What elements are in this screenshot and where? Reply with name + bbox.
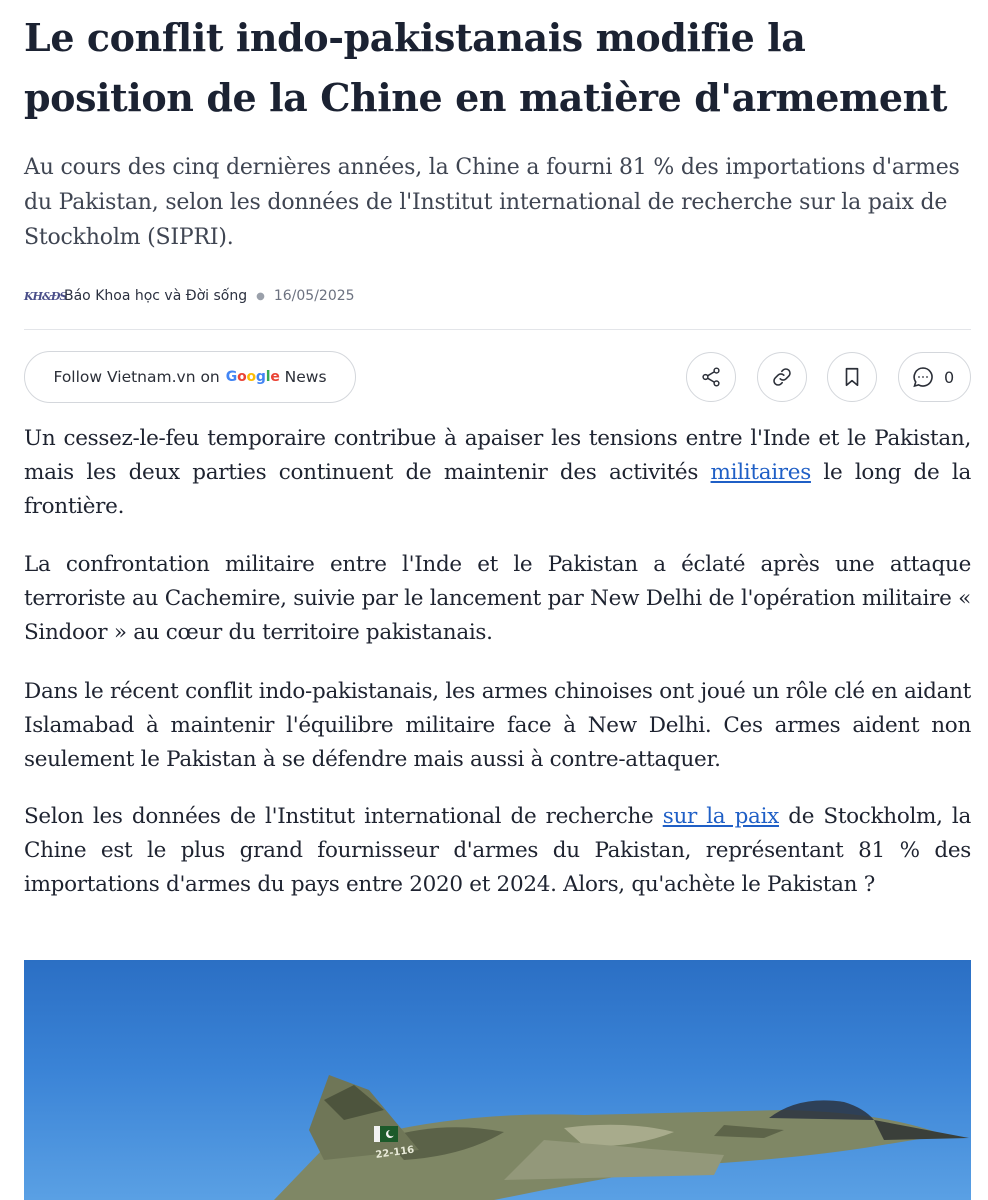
paragraph-1: Un cessez-le-feu temporaire contribue à apaiser les tensions entre l'Inde et le Pakistan, mais les deux parties continuent de maintenir des activités militaires le long de la frontière. <box>24 426 971 519</box>
link-militaires[interactable]: militaires <box>710 460 811 485</box>
paragraph-3: Dans le récent conflit indo-pakistanais, les armes chinoises ont joué un rôle clé en aidant Islamabad à maintenir l'équilibre militaire face à New Delhi. Ces armes aident non seulement le Pakistan à se défendre mais aussi à contre-attaquer. <box>24 679 971 772</box>
share-button[interactable] <box>686 352 736 402</box>
tail-number: 22-116 <box>374 1144 415 1161</box>
link-icon <box>771 366 793 388</box>
jet-cockpit <box>769 1100 874 1120</box>
comments-button[interactable] <box>898 352 971 402</box>
follow-suffix: News <box>284 368 327 386</box>
article-lead: Au cours des cinq dernières années, la Chine a fourni 81 % des importations d'armes du Pakistan, selon les données de l'Institut international de recherche sur la paix de Stockholm (SIPRI). <box>24 155 960 250</box>
article-meta <box>24 284 969 308</box>
bookmark-button[interactable] <box>827 352 877 402</box>
paragraph-2: La confrontation militaire entre l'Inde et le Pakistan a éclaté après une attaque terroriste au Cachemire, suivie par le lancement par New Delhi de l'opération militaire « Sindoor » au cœur du territoire pakistanais. <box>24 552 971 645</box>
article-title: Le conflit indo-pakistanais modifie la position de la Chine en matière d'armement <box>24 15 947 120</box>
link-sur-la-paix[interactable]: sur la paix <box>662 804 779 829</box>
comment-icon <box>911 365 935 389</box>
bookmark-icon <box>841 366 863 388</box>
paragraph-4: Selon les données de l'Institut international de recherche sur la paix de Stockholm, la Chine est le plus grand fournisseur d'armes du Pakistan, représentant 81 % des importations d'armes du pays entre 2020 et 2024. Alors, qu'achète le Pakistan ? <box>24 804 972 897</box>
comment-count: 0 <box>944 367 955 387</box>
source-name[interactable]: Báo Khoa học và Đời sống <box>64 288 248 304</box>
source-logo[interactable]: KH&ĐS <box>24 289 67 303</box>
article-photo-fighter-jet[interactable] <box>24 960 971 1200</box>
follow-prefix: Follow Vietnam.vn on <box>53 368 220 386</box>
share-icon <box>700 366 722 388</box>
separator-dot: ● <box>256 290 265 302</box>
publish-date: 16/05/2025 <box>273 288 355 304</box>
copy-link-button[interactable] <box>757 352 807 402</box>
follow-google-news-button[interactable] <box>24 351 356 403</box>
meta-divider <box>24 329 971 330</box>
google-logo: Google <box>225 369 280 385</box>
